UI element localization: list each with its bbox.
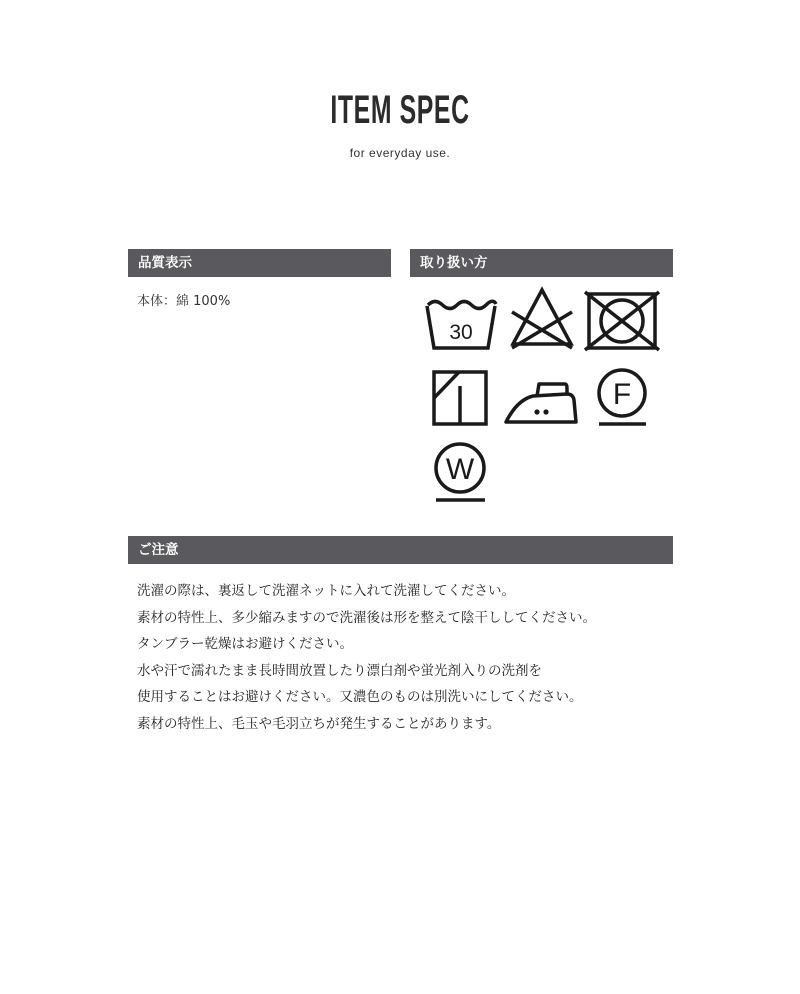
page-title: ITEM SPEC (330, 88, 470, 132)
note-line: 使用することはお避けください。又濃色のものは別洗いにしてください。 (137, 689, 583, 705)
line-dry-shade-icon (429, 368, 491, 428)
notes-list (137, 578, 677, 737)
no-tumble-dry-icon (584, 290, 662, 352)
notes-heading: ご注意 (128, 536, 673, 564)
page-subtitle: for everyday use. (349, 146, 451, 160)
note-line: 水や汗で濡れたまま長時間放置したり漂白剤や蛍光剤入りの洗剤を (137, 662, 542, 679)
note-line: タンブラー乾燥はお避けください。 (137, 636, 353, 652)
note-line: 素材の特性上、毛玉や毛羽立ちが発生することがあります。 (137, 715, 501, 732)
wash-tub-30-icon (424, 296, 498, 352)
no-bleach-icon (508, 284, 576, 352)
quality-heading: 品質表示 (128, 249, 391, 277)
note-line: 洗濯の際は、裏返して洗濯ネットに入れて洗濯してください。 (137, 583, 515, 599)
wet-clean-letter: W (445, 453, 475, 486)
care-heading: 取り扱い方 (410, 249, 673, 277)
wash-temperature-label: 30 (449, 321, 473, 344)
dry-clean-letter: F (612, 378, 632, 411)
material-composition: 本体：綿 100% (137, 294, 231, 309)
iron-medium-icon (503, 372, 579, 426)
wet-clean-w-icon (432, 440, 488, 504)
note-line: 素材の特性上、多少縮みますので洗濯後は形を整えて陰干ししてください。 (137, 609, 596, 626)
dry-clean-f-icon (594, 366, 650, 428)
